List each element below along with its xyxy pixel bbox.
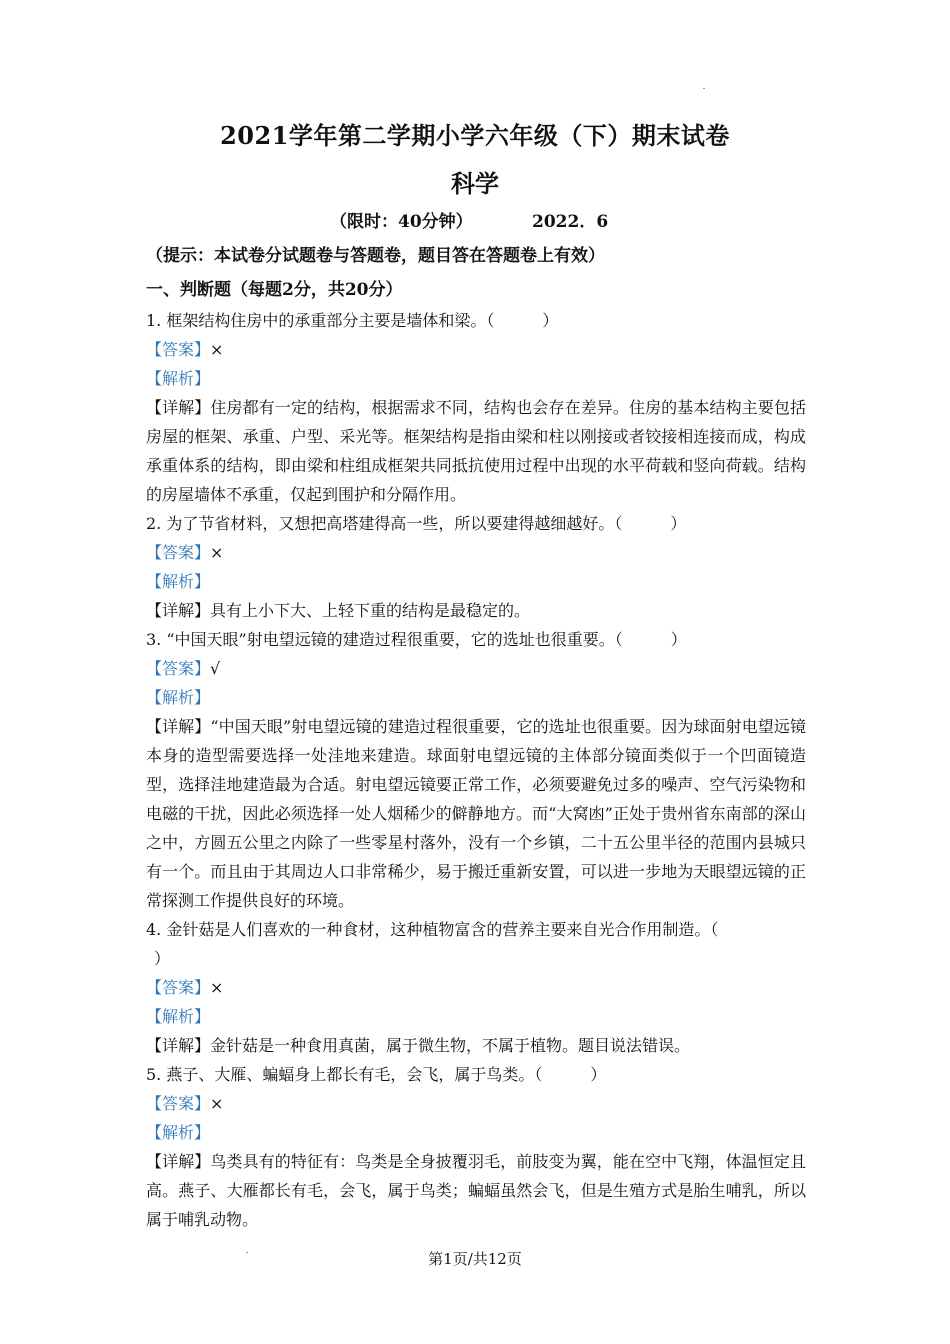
section-heading: 一、判断题（每题2分，共20分）	[146, 280, 403, 300]
time-limit: （限时：40分钟）	[330, 212, 473, 232]
answer-line	[146, 654, 806, 683]
question-text-continued: ）	[154, 949, 171, 968]
question-text: 2. 为了节省材料，又想把高塔建得高一些，所以要建得越细越好。（ ）	[146, 514, 687, 533]
detail-label: 【详解】	[146, 601, 211, 620]
answer-line	[146, 973, 806, 1002]
page-number: 第1页/共12页	[428, 1250, 522, 1268]
detail-text: “中国天眼”射电望远镜的建造过程很重要，它的选址也很重要。因为球面射电望远镜本身的造型需要选择一处洼地来建造。球面射电望远镜的主体部分镜面类似于一个凹面镜造型，选择洼地建造最为合适。射电望远镜要正常工作，必须要避免过多的噪声、空气污染物和电磁的干扰，因此必须选择一处人烟稀少的僻静地方。而“大窝凼”正处于贵州省东南部的深山之中，方圆五公里之内除了一些零星村落外，没有一个乡镇，二十五公里半径的范围内县城只有一个。而且由于其周边人口非常稀少，易于搬迁重新安置，可以进一步地为天眼望远镜的正常探测工作提供良好的环境。	[146, 717, 806, 910]
question-text: 3. “中国天眼”射电望远镜的建造过程很重要，它的选址也很重要。（ ）	[146, 630, 687, 649]
detail-line	[146, 596, 806, 625]
answer-line	[146, 538, 806, 567]
answer-label: 【答案】	[146, 659, 211, 678]
question-block	[146, 1060, 806, 1234]
question-block	[146, 915, 806, 1060]
detail-line	[146, 1147, 806, 1234]
exam-tip: （提示：本试卷分试题卷与答题卷，题目答在答题卷上有效）	[146, 246, 605, 266]
detail-label: 【详解】	[146, 398, 211, 417]
detail-line	[146, 1031, 806, 1060]
question-text: 5. 燕子、大雁、蝙蝠身上都长有毛，会飞，属于鸟类。（ ）	[146, 1065, 607, 1084]
answer-label: 【答案】	[146, 978, 211, 997]
detail-text: 鸟类具有的特征有：鸟类是全身披覆羽毛，前肢变为翼，能在空中飞翔，体温恒定且高。燕子、大雁都长有毛，会飞，属于鸟类；蝙蝠虽然会飞，但是生殖方式是胎生哺乳，所以属于哺乳动物。	[146, 1152, 806, 1229]
subject-title: 科学	[451, 169, 499, 198]
answer-line	[146, 1089, 806, 1118]
answer-label: 【答案】	[146, 340, 211, 359]
question-text: 1. 框架结构住房中的承重部分主要是墙体和梁。（ ）	[146, 311, 559, 330]
answer-label: 【答案】	[146, 543, 211, 562]
analysis-label: 【解析】	[146, 1123, 211, 1142]
exam-date: 2022．6	[532, 212, 609, 232]
question-block	[146, 625, 806, 915]
detail-line	[146, 712, 806, 915]
answer-value: ×	[210, 543, 224, 562]
detail-text: 具有上小下大、上轻下重的结构是最稳定的。	[210, 601, 531, 620]
detail-text: 住房都有一定的结构，根据需求不同，结构也会存在差异。住房的基本结构主要包括房屋的框架、承重、户型、采光等。框架结构是指由梁和柱以刚接或者铰接相连接而成，构成承重体系的结构，即由梁和柱组成框架共同抵抗使用过程中出现的水平荷载和竖向荷载。结构的房屋墙体不承重，仅起到围护和分隔作用。	[146, 398, 806, 504]
analysis-label: 【解析】	[146, 369, 211, 388]
analysis-label: 【解析】	[146, 688, 211, 707]
question-text: 4. 金针菇是人们喜欢的一种食材，这种植物富含的营养主要来自光合作用制造。（	[146, 920, 719, 939]
scan-mark	[703, 88, 705, 89]
question-list	[146, 306, 806, 1234]
answer-value: ×	[210, 340, 224, 359]
analysis-label: 【解析】	[146, 572, 211, 591]
answer-value: ×	[210, 978, 224, 997]
detail-label: 【详解】	[146, 717, 211, 736]
question-block	[146, 509, 806, 625]
answer-value: ×	[210, 1094, 224, 1113]
detail-text: 金针菇是一种食用真菌，属于微生物，不属于植物。题目说法错误。	[210, 1036, 691, 1055]
question-block	[146, 306, 806, 509]
answer-label: 【答案】	[146, 1094, 211, 1113]
detail-line	[146, 393, 806, 509]
answer-line	[146, 335, 806, 364]
detail-label: 【详解】	[146, 1152, 211, 1171]
detail-label: 【详解】	[146, 1036, 211, 1055]
analysis-label: 【解析】	[146, 1007, 211, 1026]
answer-value: √	[210, 659, 221, 678]
exam-title: 2021学年第二学期小学六年级（下）期末试卷	[220, 121, 730, 150]
